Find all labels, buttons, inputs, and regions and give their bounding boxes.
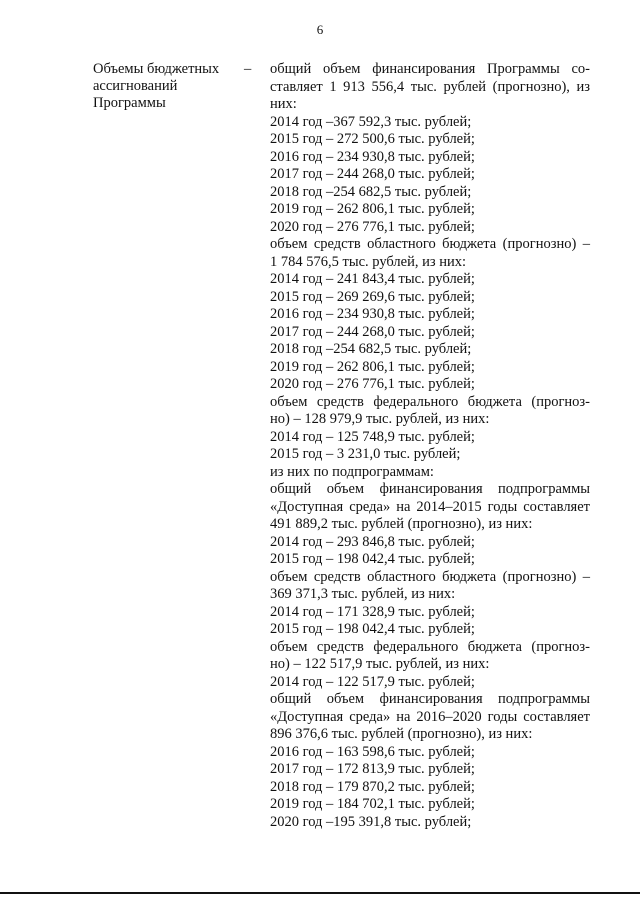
text-line: 2014 год – 293 846,8 тыс. рублей; [270,533,475,550]
text-line: общий объем финансирования Программы со- [270,61,590,77]
text-line: 1 784 576,5 тыс. рублей, из них: [270,253,466,270]
text-line: 2016 год – 163 598,6 тыс. рублей; [270,743,475,760]
text-line: ставляет 1 913 556,4 тыс. рублей (прогнозно), из [270,78,590,95]
text-line: 2014 год – 122 517,9 тыс. рублей; [270,673,475,690]
text-line: 2014 год –367 592,3 тыс. рублей; [270,113,472,130]
text-line: 2015 год – 269 269,6 тыс. рублей; [270,288,475,305]
text-line: 896 376,6 тыс. рублей (прогнозно), из них: [270,726,533,742]
text-line: 2015 год – 3 231,0 тыс. рублей; [270,446,461,462]
text-line: «Доступная среда» на 2014–2015 годы составляет [270,498,590,515]
text-line: 2019 год – 262 806,1 тыс. рублей; [270,358,475,375]
text-line: 2015 год – 198 042,4 тыс. рублей; [270,621,475,637]
section-heading-line: Программы [93,95,166,111]
text-line: «Доступная среда» на 2016–2020 годы составляет [270,708,590,725]
text-line: объем средств областного бюджета (прогнозно) – [270,568,590,585]
section-heading-line: ассигнований [93,78,178,94]
section-heading-line: Объемы бюджетных [93,61,220,77]
text-line: 2014 год – 125 748,9 тыс. рублей; [270,428,475,445]
text-line: 2016 год – 234 930,8 тыс. рублей; [270,148,475,165]
text-line: 2016 год – 234 930,8 тыс. рублей; [270,306,475,322]
text-line: объем средств федерального бюджета (прогноз- [270,638,590,655]
text-line: общий объем финансирования подпрограммы [270,691,590,707]
text-line: 2014 год – 241 843,4 тыс. рублей; [270,271,475,287]
section-heading [93,61,243,112]
text-line: объем средств областного бюджета (прогнозно) – [270,236,590,252]
text-line: 2017 год – 172 813,9 тыс. рублей; [270,761,475,777]
text-line: 2018 год – 179 870,2 тыс. рублей; [270,778,475,795]
page-number: 6 [316,22,324,37]
bottom-rule [0,892,640,894]
text-line: но) – 128 979,9 тыс. рублей, из них: [270,411,490,427]
text-line: 2020 год – 276 776,1 тыс. рублей; [270,218,475,235]
text-line: 2014 год – 171 328,9 тыс. рублей; [270,603,475,620]
text-line: 2019 год – 262 806,1 тыс. рублей; [270,201,475,217]
text-line: из них по подпрограммам: [270,463,434,480]
text-line: 2020 год –195 391,8 тыс. рублей; [270,813,472,830]
text-line: 2018 год –254 682,5 тыс. рублей; [270,183,472,200]
text-line: но) – 122 517,9 тыс. рублей, из них: [270,656,490,672]
text-line: 2015 год – 272 500,6 тыс. рублей; [270,131,475,147]
text-line: 2018 год –254 682,5 тыс. рублей; [270,341,472,357]
text-line: 369 371,3 тыс. рублей, из них: [270,586,456,602]
text-line: 2017 год – 244 268,0 тыс. рублей; [270,166,475,182]
text-line: общий объем финансирования подпрограммы [270,481,590,497]
text-line: 2020 год – 276 776,1 тыс. рублей; [270,376,475,392]
text-line: 491 889,2 тыс. рублей (прогнозно), из них: [270,516,533,532]
funding-description [270,61,590,831]
text-line: 2015 год – 198 042,4 тыс. рублей; [270,551,475,567]
text-line: 2017 год – 244 268,0 тыс. рублей; [270,323,475,340]
text-line: них: [270,96,297,112]
separator-dash: – [244,61,252,77]
text-line: объем средств федерального бюджета (прогноз- [270,393,590,410]
text-line: 2019 год – 184 702,1 тыс. рублей; [270,796,475,812]
